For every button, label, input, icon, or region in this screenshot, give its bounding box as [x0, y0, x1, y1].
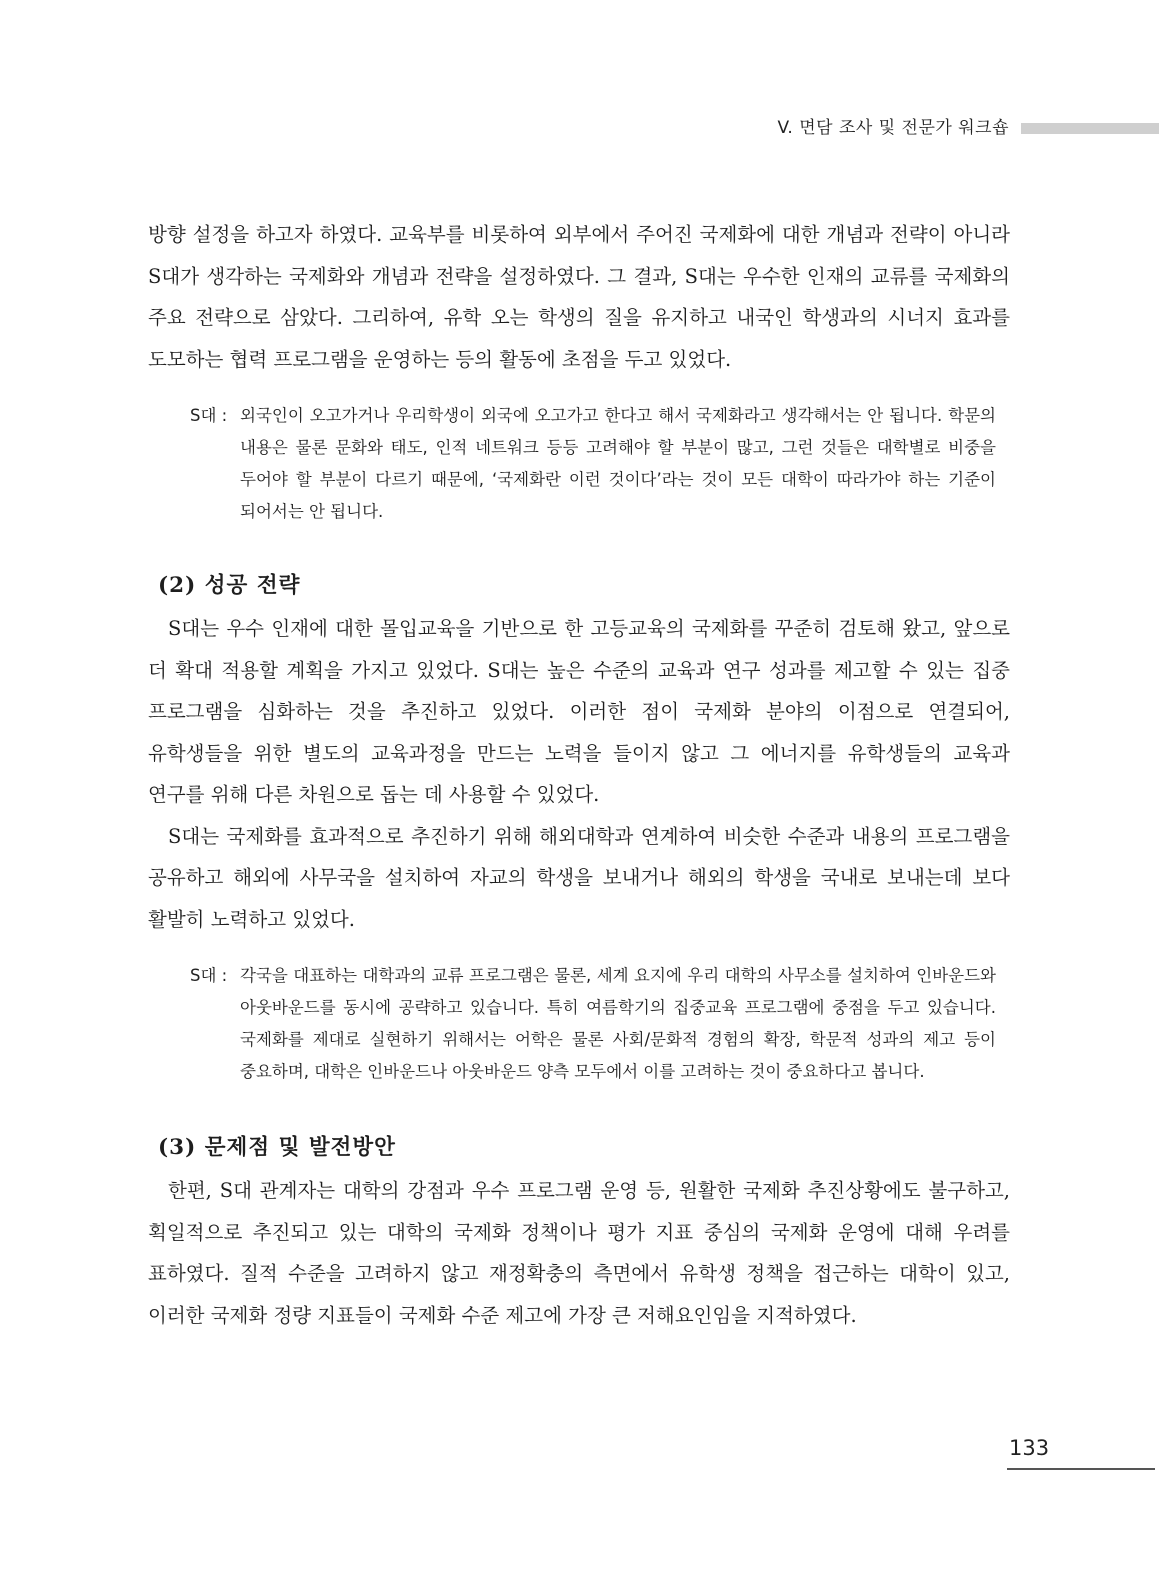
chapter-title: V. 면담 조사 및 전문가 워크숍: [777, 118, 1009, 138]
footer-rule: [1007, 1468, 1155, 1470]
section-heading-success-strategy: (2) 성공 전략: [158, 573, 301, 598]
paragraph-1: 방향 설정을 하고자 하였다. 교육부를 비롯하여 외부에서 주어진 국제화에 대한 개념과 전략이 아니라 S대가 생각하는 국제화와 개념과 전략을 설정하였다. 그 결과, S대는 우수한 인재의 교류를 국제화의 주요 전략으로 삼았다. 그리하여, 유학 오는 학생의 질을 유지하고 내국인 학생과의 시너지 효과를 도모하는 협력 프로그램을 운영하는 등의 활동에 초점을 두고 있었다.: [148, 223, 1010, 371]
quote-speaker: S대 :: [190, 406, 228, 425]
paragraph-2: S대는 우수 인재에 대한 몰입교육을 기반으로 한 고등교육의 국제화를 꾸준히 검토해 왔고, 앞으로 더 확대 적용할 계획을 가지고 있었다. S대는 높은 수준의 교육과 연구 성과를 제고할 수 있는 집중 프로그램을 심화하는 것을 추진하고 있었다. 이러한 점이 국제화 분야의 이점으로 연결되어, 유학생들을 위한 별도의 교육과정을 만드는 노력을 들이지 않고 그 에너지를 유학생들의 교육과 연구를 위해 다른 차원으로 돕는 데 사용할 수 있었다.: [148, 617, 1010, 806]
section-heading-problems: (3) 문제점 및 발전방안: [158, 1135, 396, 1160]
quote-speaker: S대 :: [190, 966, 228, 985]
running-header: [0, 114, 1159, 144]
paragraph-3: S대는 국제화를 효과적으로 추진하기 위해 해외대학과 연계하여 비슷한 수준과 내용의 프로그램을 공유하고 해외에 사무국을 설치하여 자교의 학생을 보내거나 해외의 학생을 국내로 보내는데 보다 활발히 노력하고 있었다.: [148, 824, 1010, 931]
interview-quote-1: [190, 400, 996, 528]
paragraph-4: 한편, S대 관계자는 대학의 강점과 우수 프로그램 운영 등, 원활한 국제화 추진상황에도 불구하고, 획일적으로 추진되고 있는 대학의 국제화 정책이나 평가 지표 중심의 국제화 운영에 대해 우려를 표하였다. 질적 수준을 고려하지 않고 재정확충의 측면에서 유학생 정책을 접근하는 대학이 있고, 이러한 국제화 정량 지표들이 국제화 수준 제고에 가장 큰 저해요인임을 지적하였다.: [148, 1179, 1010, 1327]
header-bar: [1021, 123, 1159, 134]
page-content: [148, 214, 1010, 1336]
quote-text: 각국을 대표하는 대학과의 교류 프로그램은 물론, 세계 요지에 우리 대학의 사무소를 설치하여 인바운드와 아웃바운드를 동시에 공략하고 있습니다. 특히 여름학기의 집중교육 프로그램에 중점을 두고 있습니다. 국제화를 제대로 실현하기 위해서는 어학은 물론 사회/문화적 경험의 확장, 학문적 성과의 제고 등이 중요하며, 대학은 인바운드나 아웃바운드 양측 모두에서 이를 고려하는 것이 중요하다고 봅니다.: [240, 966, 996, 1081]
quote-text: 외국인이 오고가거나 우리학생이 외국에 오고가고 한다고 해서 국제화라고 생각해서는 안 됩니다. 학문의 내용은 물론 문화와 태도, 인적 네트워크 등등 고려해야 할 부분이 많고, 그런 것들은 대학별로 비중을 두어야 할 부분이 다르기 때문에, ‘국제화란 이런 것이다’라는 것이 모든 대학이 따라가야 하는 기준이 되어서는 안 됩니다.: [240, 406, 996, 521]
interview-quote-2: [190, 960, 996, 1088]
page-number: 133: [1009, 1436, 1050, 1460]
